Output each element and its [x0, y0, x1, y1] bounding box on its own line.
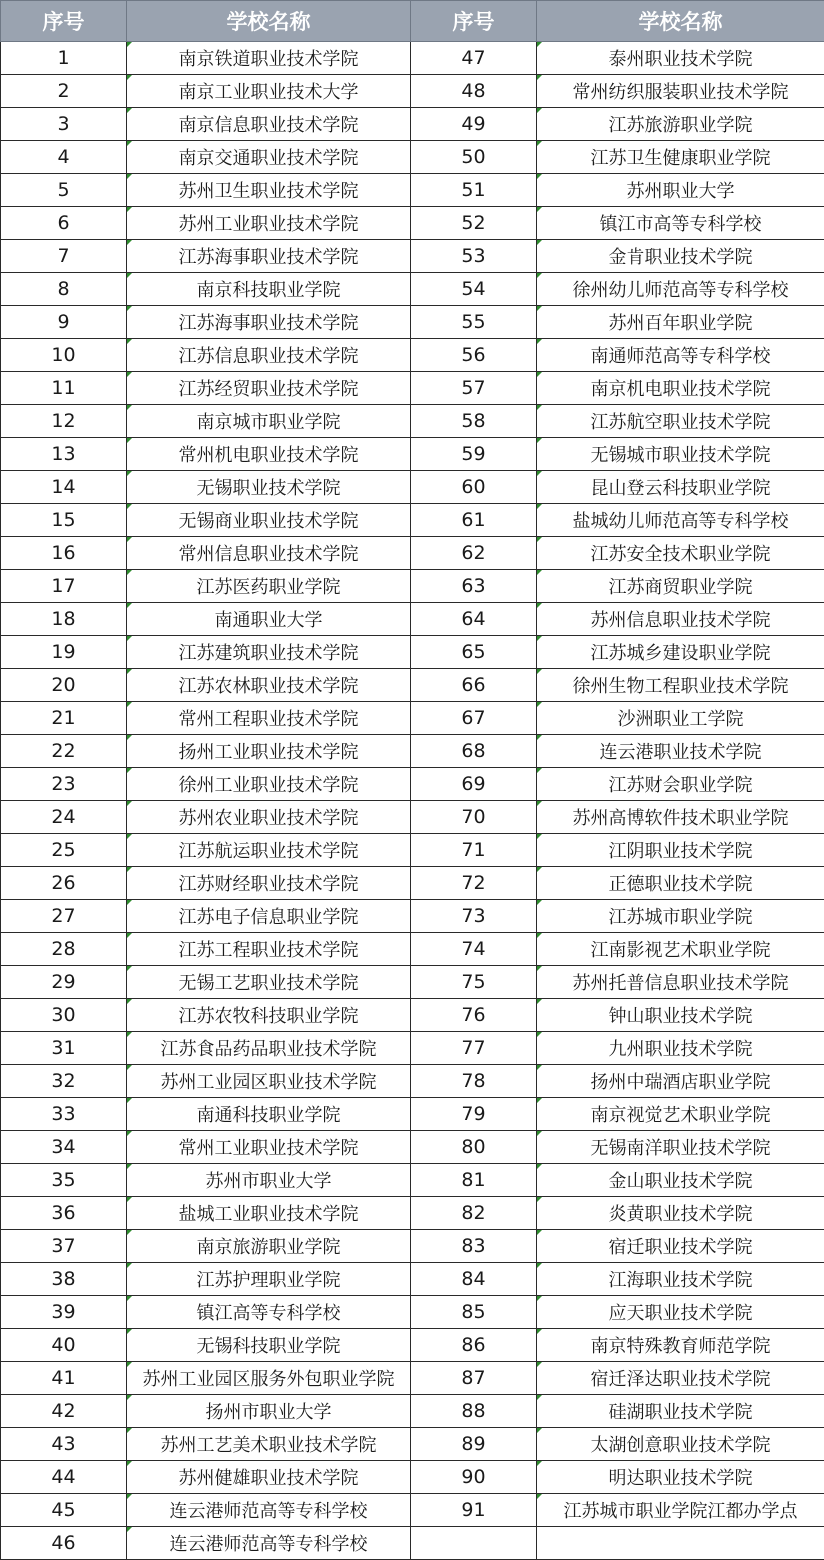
serial-number-cell: 22 [1, 735, 127, 768]
serial-number-cell: 41 [1, 1362, 127, 1395]
school-name-cell: 江苏城市职业学院 [537, 900, 824, 933]
school-name-cell: 泰州职业技术学院 [537, 42, 824, 75]
table-row [1, 537, 824, 570]
table-row [1, 1527, 824, 1560]
serial-number-cell: 10 [1, 339, 127, 372]
school-name-cell: 连云港师范高等专科学校 [127, 1494, 411, 1527]
serial-number-cell: 64 [411, 603, 537, 636]
serial-number-cell: 21 [1, 702, 127, 735]
school-name-cell: 无锡工艺职业技术学院 [127, 966, 411, 999]
school-name-cell: 无锡南洋职业技术学院 [537, 1131, 824, 1164]
school-name-cell: 江苏旅游职业学院 [537, 108, 824, 141]
table-row [1, 801, 824, 834]
school-name-cell: 南京特殊教育师范学院 [537, 1329, 824, 1362]
school-name-cell: 南京铁道职业技术学院 [127, 42, 411, 75]
serial-number-cell: 79 [411, 1098, 537, 1131]
serial-number-cell: 48 [411, 75, 537, 108]
table-row [1, 636, 824, 669]
serial-number-cell: 34 [1, 1131, 127, 1164]
serial-number-cell: 31 [1, 1032, 127, 1065]
school-name-cell: 无锡职业技术学院 [127, 471, 411, 504]
serial-number-cell: 68 [411, 735, 537, 768]
school-name-cell: 常州纺织服装职业技术学院 [537, 75, 824, 108]
serial-number-cell: 90 [411, 1461, 537, 1494]
school-name-cell: 江苏城乡建设职业学院 [537, 636, 824, 669]
serial-number-cell: 43 [1, 1428, 127, 1461]
serial-number-cell: 91 [411, 1494, 537, 1527]
serial-number-cell: 89 [411, 1428, 537, 1461]
school-name-cell: 常州工业职业技术学院 [127, 1131, 411, 1164]
serial-number-cell: 47 [411, 42, 537, 75]
table-row [1, 1164, 824, 1197]
school-name-cell: 金山职业技术学院 [537, 1164, 824, 1197]
school-name-cell: 南通科技职业学院 [127, 1098, 411, 1131]
serial-number-cell: 5 [1, 174, 127, 207]
school-name-cell: 江苏卫生健康职业学院 [537, 141, 824, 174]
school-name-cell: 苏州百年职业学院 [537, 306, 824, 339]
school-name-cell: 江苏护理职业学院 [127, 1263, 411, 1296]
header-school-name-left: 学校名称 [127, 1, 411, 42]
school-name-cell: 宿迁职业技术学院 [537, 1230, 824, 1263]
header-serial-number-left: 序号 [1, 1, 127, 42]
school-name-cell: 南通职业大学 [127, 603, 411, 636]
school-name-cell: 应天职业技术学院 [537, 1296, 824, 1329]
serial-number-cell: 1 [1, 42, 127, 75]
table-row [1, 207, 824, 240]
school-name-cell: 苏州职业大学 [537, 174, 824, 207]
table-row [1, 240, 824, 273]
school-name-cell: 江苏安全技术职业学院 [537, 537, 824, 570]
school-name-cell: 江南影视艺术职业学院 [537, 933, 824, 966]
table-row [1, 1098, 824, 1131]
serial-number-cell: 23 [1, 768, 127, 801]
serial-number-cell: 51 [411, 174, 537, 207]
school-name-cell: 苏州高博软件技术职业学院 [537, 801, 824, 834]
school-name-cell: 炎黄职业技术学院 [537, 1197, 824, 1230]
table-row [1, 471, 824, 504]
serial-number-cell: 13 [1, 438, 127, 471]
school-name-cell: 扬州工业职业技术学院 [127, 735, 411, 768]
table-row [1, 372, 824, 405]
serial-number-cell: 65 [411, 636, 537, 669]
school-name-cell: 常州工程职业技术学院 [127, 702, 411, 735]
table-row [1, 1032, 824, 1065]
serial-number-cell: 61 [411, 504, 537, 537]
serial-number-cell: 35 [1, 1164, 127, 1197]
table-row [1, 42, 824, 75]
school-name-cell: 江苏航运职业技术学院 [127, 834, 411, 867]
serial-number-cell: 3 [1, 108, 127, 141]
serial-number-cell: 86 [411, 1329, 537, 1362]
serial-number-cell: 39 [1, 1296, 127, 1329]
table-row [1, 570, 824, 603]
serial-number-cell: 60 [411, 471, 537, 504]
table-row [1, 273, 824, 306]
school-name-cell: 盐城工业职业技术学院 [127, 1197, 411, 1230]
serial-number-cell: 36 [1, 1197, 127, 1230]
school-name-cell: 苏州工业职业技术学院 [127, 207, 411, 240]
school-name-cell: 镇江高等专科学校 [127, 1296, 411, 1329]
serial-number-cell: 11 [1, 372, 127, 405]
table-row [1, 669, 824, 702]
table-row [1, 1362, 824, 1395]
serial-number-cell: 37 [1, 1230, 127, 1263]
table-row [1, 900, 824, 933]
table-row [1, 834, 824, 867]
school-name-cell: 苏州信息职业技术学院 [537, 603, 824, 636]
serial-number-cell: 56 [411, 339, 537, 372]
school-name-cell: 苏州托普信息职业技术学院 [537, 966, 824, 999]
school-name-cell: 金肯职业技术学院 [537, 240, 824, 273]
serial-number-cell: 75 [411, 966, 537, 999]
serial-number-cell: 49 [411, 108, 537, 141]
serial-number-cell: 84 [411, 1263, 537, 1296]
serial-number-cell: 80 [411, 1131, 537, 1164]
school-name-cell: 无锡商业职业技术学院 [127, 504, 411, 537]
school-name-cell: 江苏信息职业技术学院 [127, 339, 411, 372]
table-row [1, 75, 824, 108]
school-name-cell: 苏州工业园区服务外包职业学院 [127, 1362, 411, 1395]
school-name-cell: 徐州工业职业技术学院 [127, 768, 411, 801]
school-name-cell: 徐州生物工程职业技术学院 [537, 669, 824, 702]
serial-number-cell: 14 [1, 471, 127, 504]
serial-number-cell: 69 [411, 768, 537, 801]
table-row [1, 108, 824, 141]
serial-number-cell: 54 [411, 273, 537, 306]
serial-number-cell: 6 [1, 207, 127, 240]
serial-number-cell: 9 [1, 306, 127, 339]
table-row [1, 702, 824, 735]
serial-number-cell: 28 [1, 933, 127, 966]
serial-number-cell: 72 [411, 867, 537, 900]
serial-number-cell: 59 [411, 438, 537, 471]
school-name-cell: 无锡科技职业学院 [127, 1329, 411, 1362]
school-name-cell: 宿迁泽达职业技术学院 [537, 1362, 824, 1395]
serial-number-cell: 19 [1, 636, 127, 669]
serial-number-cell: 50 [411, 141, 537, 174]
serial-number-cell: 66 [411, 669, 537, 702]
serial-number-cell: 42 [1, 1395, 127, 1428]
school-name-cell: 南京旅游职业学院 [127, 1230, 411, 1263]
school-name-cell: 江苏工程职业技术学院 [127, 933, 411, 966]
school-name-cell: 连云港职业技术学院 [537, 735, 824, 768]
school-name-cell: 扬州市职业大学 [127, 1395, 411, 1428]
table-row [1, 405, 824, 438]
school-name-cell: 正德职业技术学院 [537, 867, 824, 900]
school-name-cell: 江苏医药职业学院 [127, 570, 411, 603]
school-name-cell: 江苏城市职业学院江都办学点 [537, 1494, 824, 1527]
serial-number-cell: 63 [411, 570, 537, 603]
table-row [1, 735, 824, 768]
table-row [1, 1461, 824, 1494]
school-name-cell: 苏州工业园区职业技术学院 [127, 1065, 411, 1098]
school-name-cell: 南京交通职业技术学院 [127, 141, 411, 174]
serial-number-cell: 12 [1, 405, 127, 438]
table-row [1, 504, 824, 537]
table-row [1, 768, 824, 801]
serial-number-cell: 46 [1, 1527, 127, 1560]
school-name-cell: 南京信息职业技术学院 [127, 108, 411, 141]
school-name-cell: 硅湖职业技术学院 [537, 1395, 824, 1428]
school-name-cell: 苏州工艺美术职业技术学院 [127, 1428, 411, 1461]
serial-number-cell: 67 [411, 702, 537, 735]
school-name-cell: 江苏商贸职业学院 [537, 570, 824, 603]
school-name-cell: 太湖创意职业技术学院 [537, 1428, 824, 1461]
table-row [1, 1065, 824, 1098]
serial-number-cell: 55 [411, 306, 537, 339]
serial-number-cell: 74 [411, 933, 537, 966]
serial-number-cell: 58 [411, 405, 537, 438]
school-name-cell: 苏州健雄职业技术学院 [127, 1461, 411, 1494]
table-row [1, 174, 824, 207]
table-row [1, 603, 824, 636]
school-name-cell: 江阴职业技术学院 [537, 834, 824, 867]
serial-number-cell: 85 [411, 1296, 537, 1329]
school-name-cell: 南京机电职业技术学院 [537, 372, 824, 405]
table-row [1, 1395, 824, 1428]
school-name-cell: 苏州市职业大学 [127, 1164, 411, 1197]
serial-number-cell: 18 [1, 603, 127, 636]
school-name-cell: 盐城幼儿师范高等专科学校 [537, 504, 824, 537]
school-name-cell: 南京城市职业学院 [127, 405, 411, 438]
school-name-cell: 扬州中瑞酒店职业学院 [537, 1065, 824, 1098]
school-name-cell: 昆山登云科技职业学院 [537, 471, 824, 504]
serial-number-cell: 88 [411, 1395, 537, 1428]
serial-number-cell: 53 [411, 240, 537, 273]
serial-number-cell: 44 [1, 1461, 127, 1494]
table-row [1, 1230, 824, 1263]
school-name-cell: 江苏经贸职业技术学院 [127, 372, 411, 405]
school-name-cell: 镇江市高等专科学校 [537, 207, 824, 240]
serial-number-cell: 52 [411, 207, 537, 240]
table-body [1, 42, 824, 1560]
header-serial-number-right: 序号 [411, 1, 537, 42]
school-name-cell: 苏州农业职业技术学院 [127, 801, 411, 834]
empty-cell [537, 1527, 824, 1560]
serial-number-cell: 20 [1, 669, 127, 702]
school-name-cell: 南京科技职业学院 [127, 273, 411, 306]
school-name-cell: 连云港师范高等专科学校 [127, 1527, 411, 1560]
serial-number-cell: 16 [1, 537, 127, 570]
serial-number-cell: 15 [1, 504, 127, 537]
table-row [1, 1329, 824, 1362]
table-row [1, 306, 824, 339]
school-name-cell: 江苏航空职业技术学院 [537, 405, 824, 438]
school-name-cell: 九州职业技术学院 [537, 1032, 824, 1065]
school-name-cell: 江苏电子信息职业学院 [127, 900, 411, 933]
serial-number-cell: 71 [411, 834, 537, 867]
serial-number-cell: 29 [1, 966, 127, 999]
serial-number-cell: 87 [411, 1362, 537, 1395]
empty-cell [411, 1527, 537, 1560]
serial-number-cell: 25 [1, 834, 127, 867]
school-name-cell: 江苏农林职业技术学院 [127, 669, 411, 702]
table-row [1, 438, 824, 471]
serial-number-cell: 77 [411, 1032, 537, 1065]
school-name-cell: 明达职业技术学院 [537, 1461, 824, 1494]
serial-number-cell: 32 [1, 1065, 127, 1098]
table-row [1, 1197, 824, 1230]
school-name-cell: 徐州幼儿师范高等专科学校 [537, 273, 824, 306]
table-row [1, 1263, 824, 1296]
serial-number-cell: 27 [1, 900, 127, 933]
table-row [1, 339, 824, 372]
table-row [1, 933, 824, 966]
school-name-cell: 江苏食品药品职业技术学院 [127, 1032, 411, 1065]
school-name-cell: 江苏建筑职业技术学院 [127, 636, 411, 669]
school-name-cell: 南京工业职业技术大学 [127, 75, 411, 108]
serial-number-cell: 57 [411, 372, 537, 405]
header-row [1, 1, 824, 42]
school-name-cell: 江苏财经职业技术学院 [127, 867, 411, 900]
serial-number-cell: 2 [1, 75, 127, 108]
serial-number-cell: 45 [1, 1494, 127, 1527]
serial-number-cell: 7 [1, 240, 127, 273]
serial-number-cell: 62 [411, 537, 537, 570]
serial-number-cell: 78 [411, 1065, 537, 1098]
table-row [1, 1131, 824, 1164]
serial-number-cell: 40 [1, 1329, 127, 1362]
serial-number-cell: 24 [1, 801, 127, 834]
serial-number-cell: 8 [1, 273, 127, 306]
school-name-cell: 常州信息职业技术学院 [127, 537, 411, 570]
serial-number-cell: 33 [1, 1098, 127, 1131]
school-name-cell: 苏州卫生职业技术学院 [127, 174, 411, 207]
table-row [1, 141, 824, 174]
school-name-cell: 江苏海事职业技术学院 [127, 306, 411, 339]
table-row [1, 966, 824, 999]
serial-number-cell: 4 [1, 141, 127, 174]
school-name-cell: 江苏财会职业学院 [537, 768, 824, 801]
serial-number-cell: 73 [411, 900, 537, 933]
school-name-cell: 南京视觉艺术职业学院 [537, 1098, 824, 1131]
serial-number-cell: 70 [411, 801, 537, 834]
table-row [1, 867, 824, 900]
school-name-cell: 江海职业技术学院 [537, 1263, 824, 1296]
table-row [1, 1494, 824, 1527]
school-name-cell: 钟山职业技术学院 [537, 999, 824, 1032]
school-name-cell: 沙洲职业工学院 [537, 702, 824, 735]
school-name-cell: 南通师范高等专科学校 [537, 339, 824, 372]
serial-number-cell: 83 [411, 1230, 537, 1263]
serial-number-cell: 17 [1, 570, 127, 603]
serial-number-cell: 76 [411, 999, 537, 1032]
serial-number-cell: 82 [411, 1197, 537, 1230]
serial-number-cell: 26 [1, 867, 127, 900]
table-row [1, 999, 824, 1032]
serial-number-cell: 30 [1, 999, 127, 1032]
serial-number-cell: 81 [411, 1164, 537, 1197]
table-row [1, 1428, 824, 1461]
school-name-cell: 江苏农牧科技职业学院 [127, 999, 411, 1032]
serial-number-cell: 38 [1, 1263, 127, 1296]
school-name-cell: 常州机电职业技术学院 [127, 438, 411, 471]
header-school-name-right: 学校名称 [537, 1, 824, 42]
school-name-cell: 江苏海事职业技术学院 [127, 240, 411, 273]
table-row [1, 1296, 824, 1329]
school-name-cell: 无锡城市职业技术学院 [537, 438, 824, 471]
